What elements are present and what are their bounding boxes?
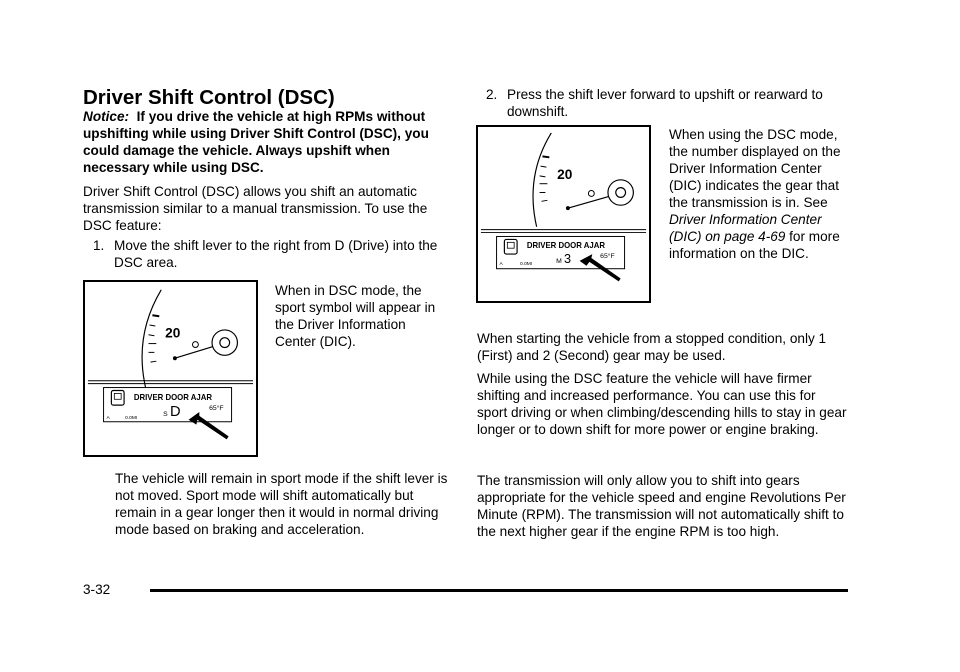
instrument-cluster-graphic (85, 282, 256, 455)
step-text: Press the shift lever forward to upshift or rearward to downshift. (507, 87, 823, 119)
gauge-needle (175, 347, 213, 359)
notice-text: If you drive the vehicle at high RPMs without upshifting while using Driver Shift Control (DSC), you could damage the vehicle. Always upshift when necessary while using DSC. (83, 109, 429, 175)
figure1-caption: When in DSC mode, the sport symbol will appear in the Driver Information Center (DIC). (275, 283, 436, 349)
gear-prefix: M (556, 257, 562, 265)
figure2-caption (669, 126, 847, 262)
page-number: 3-32 (83, 582, 111, 597)
step-1 (93, 237, 453, 271)
footer-rule (150, 589, 848, 592)
gauge-tick (540, 176, 546, 177)
gauge-tick (149, 325, 155, 326)
speed-readout: 20 (557, 166, 573, 182)
odometer-label: A (106, 415, 110, 421)
caption-text: When using the DSC mode, the number displayed on the Driver Information Center (DIC) indicates the gear that the transmission is in. See (669, 127, 841, 210)
intro-paragraph: Driver Shift Control (DSC) allows you shift an automatic transmission similar to a manual transmission. To use the DSC feature: (83, 184, 428, 233)
instrument-cluster-graphic (478, 127, 649, 301)
dsc-sport-mode-illustration (83, 280, 258, 457)
gear-indicator: 3 (563, 251, 572, 266)
odometer-label: A (499, 261, 503, 267)
step-text: Move the shift lever to the right from D (Drive) into the DSC area. (114, 238, 438, 270)
gauge-hub-center (616, 188, 626, 198)
step-number: 1. (93, 238, 105, 253)
dsc-manual-gear-illustration (476, 125, 651, 303)
sport-symbol-icon (588, 191, 594, 197)
gauge-tick (152, 315, 159, 316)
gauge-tick (150, 361, 156, 362)
gauge-tick (541, 166, 547, 167)
firmer-shifting-paragraph: While using the DSC feature the vehicle will have firmer shifting and increased performance. You can use this for sport driving or when climbing/descending hills to stay in gear longer or to down shift for more power or engine braking. (477, 371, 847, 437)
rpm-paragraph: The transmission will only allow you to shift into gears appropriate for the vehicle speed and engine Revolutions Per Minute (RPM). The transmission will not automatically shift to the next higher gear if the engine RPM is too high. (477, 473, 846, 539)
step-number: 2. (486, 87, 498, 102)
gauge-arc (142, 290, 161, 388)
notice-paragraph (83, 108, 453, 176)
step-2 (486, 86, 846, 120)
odometer-readout: 0.0MI (125, 415, 138, 421)
starting-paragraph: When starting the vehicle from a stopped condition, only 1 (First) and 2 (Second) gear may be used. (477, 331, 827, 363)
speed-readout: 20 (165, 325, 181, 341)
gauge-tick (542, 200, 548, 201)
needle-tip (173, 356, 177, 360)
section-heading: Driver Shift Control (DSC) (83, 86, 335, 109)
gauge-tick (149, 335, 155, 336)
temperature-readout: 65°F (209, 405, 224, 413)
sport-mode-paragraph: The vehicle will remain in sport mode if the shift lever is not moved. Sport mode will shift automatically but remain in a gear longer then it would in normal driving mode based on braking and acceleration. (115, 471, 448, 537)
gauge-hub-center (220, 338, 230, 348)
dic-message: DRIVER DOOR AJAR (526, 241, 605, 251)
sport-symbol-icon (192, 342, 198, 348)
temperature-readout: 65°F (600, 252, 615, 260)
gear-prefix: S (163, 410, 168, 418)
gauge-needle (568, 196, 609, 208)
needle-tip (566, 206, 570, 210)
door-ajar-icon (504, 239, 517, 254)
dic-message: DRIVER DOOR AJAR (133, 393, 212, 403)
door-ajar-icon (111, 390, 124, 405)
odometer-readout: 0.0MI (520, 261, 533, 267)
gauge-tick (542, 156, 549, 157)
caption-text: for more information on the DIC. (669, 229, 840, 261)
gear-indicator: D (170, 403, 181, 420)
gauge-arc (533, 133, 551, 227)
notice-label: Notice: (83, 109, 130, 124)
dic-cross-reference: Driver Information Center (DIC) on page 4-69 (669, 212, 822, 244)
